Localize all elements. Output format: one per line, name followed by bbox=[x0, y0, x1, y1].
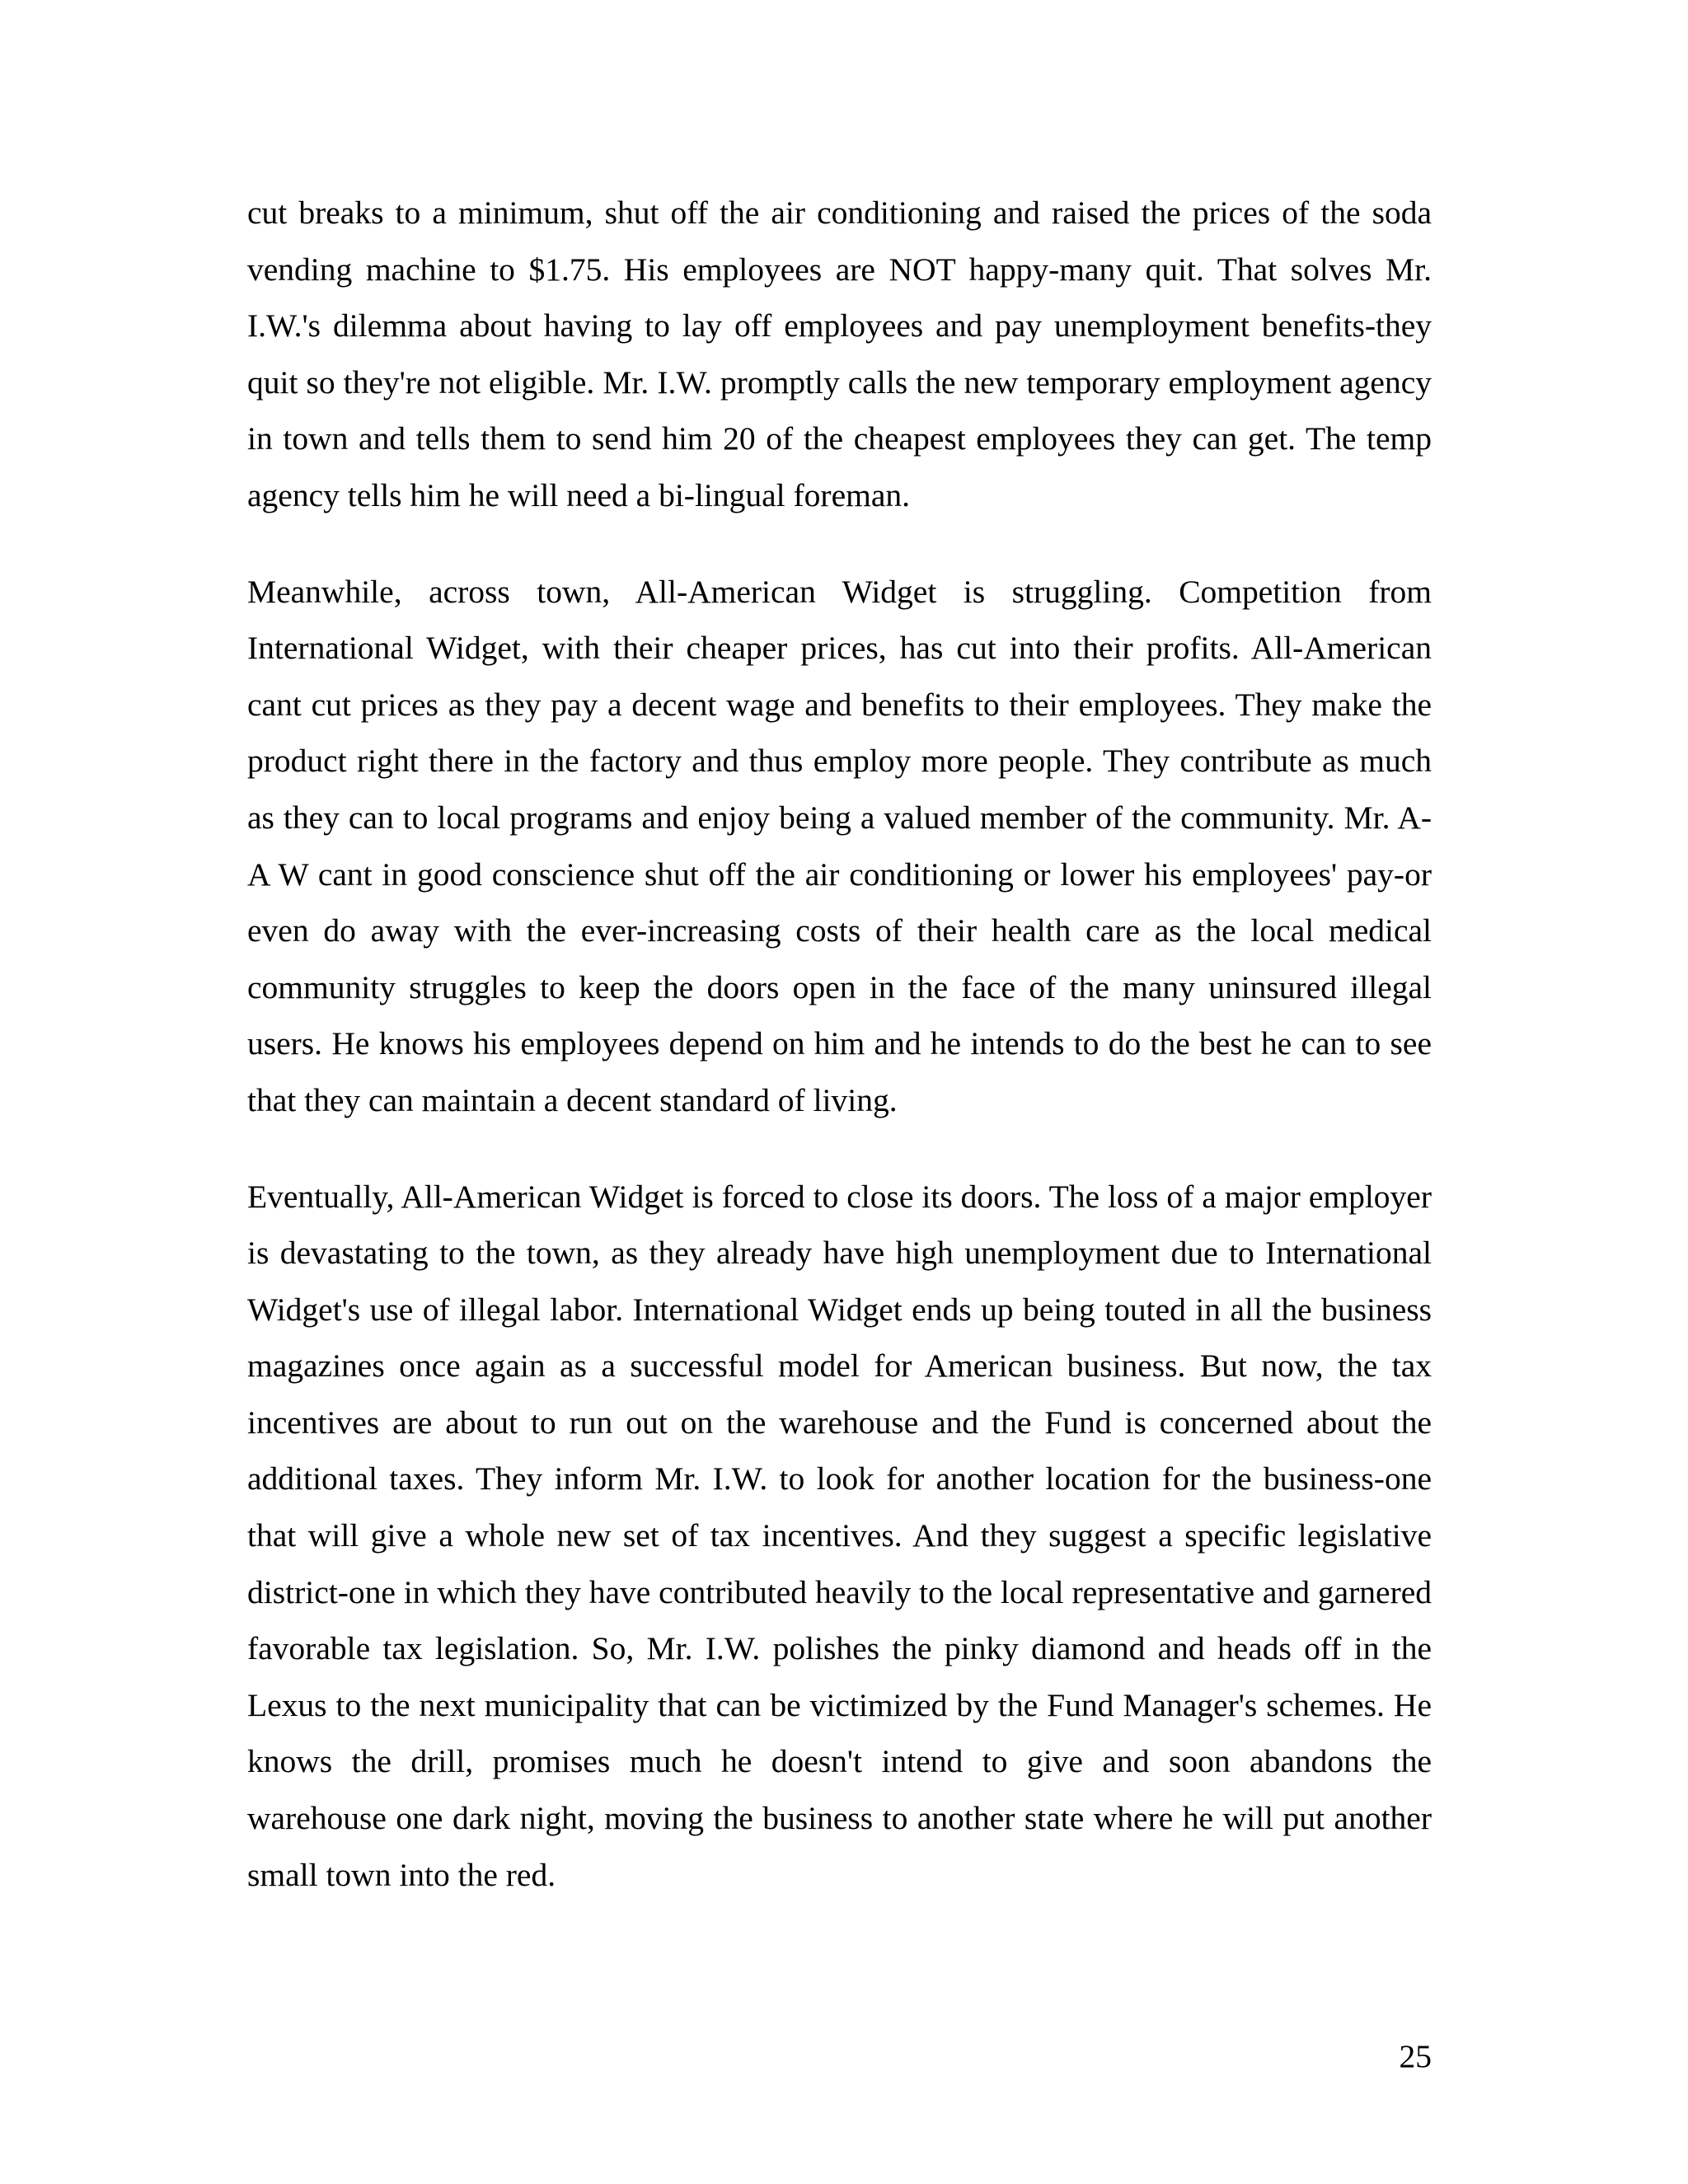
paragraph: cut breaks to a minimum, shut off the air conditioning and raised the prices of the soda vending machine to $1.75. His employees are NOT happy-many quit. That solves Mr. I.W.'s dilemma about having to lay off employees and pay unemployment benefits-they quit so they're not eligible. Mr. I.W. promptly calls the new temporary employment agency in town and tells them to send him 20 of the cheapest employees they can get. The temp agency tells him he will need a bi-lingual foreman. bbox=[247, 194, 1432, 513]
paragraph: Meanwhile, across town, All-American Widget is struggling. Competition from International Widget, with their cheaper prices, has cut into their profits. All-American cant cut prices as they pay a decent wage and benefits to their employees. They make the product right there in the factory and thus employ more people. They contribute as much as they can to local programs and enjoy being a valued member of the community. Mr. A-A W cant in good conscience shut off the air conditioning or lower his employees' pay-or even do away with the ever-increasing costs of their health care as the local medical community struggles to keep the doors open in the face of the many uninsured illegal users. He knows his employees depend on him and he intends to do the best he can to see that they can maintain a decent standard of living. bbox=[247, 573, 1432, 1118]
document-body bbox=[247, 185, 1432, 1943]
page-number: 25 bbox=[1399, 2038, 1432, 2074]
paragraph: Eventually, All-American Widget is forced to close its doors. The loss of a major employer is devastating to the town, as they already have high unemployment due to International Widget's use of illegal labor. International Widget ends up being touted in all the business magazines once again as a successful model for American business. But now, the tax incentives are about to run out on the warehouse and the Fund is concerned about the additional taxes. They inform Mr. I.W. to look for another location for the business-one that will give a whole new set of tax incentives. And they suggest a specific legislative district-one in which they have contributed heavily to the local representative and garnered favorable tax legislation. So, Mr. I.W. polishes the pinky diamond and heads off in the Lexus to the next municipality that can be victimized by the Fund Manager's schemes. He knows the drill, promises much he doesn't intend to give and soon abandons the warehouse one dark night, moving the business to another state where he will put another small town into the red. bbox=[247, 1178, 1432, 1893]
